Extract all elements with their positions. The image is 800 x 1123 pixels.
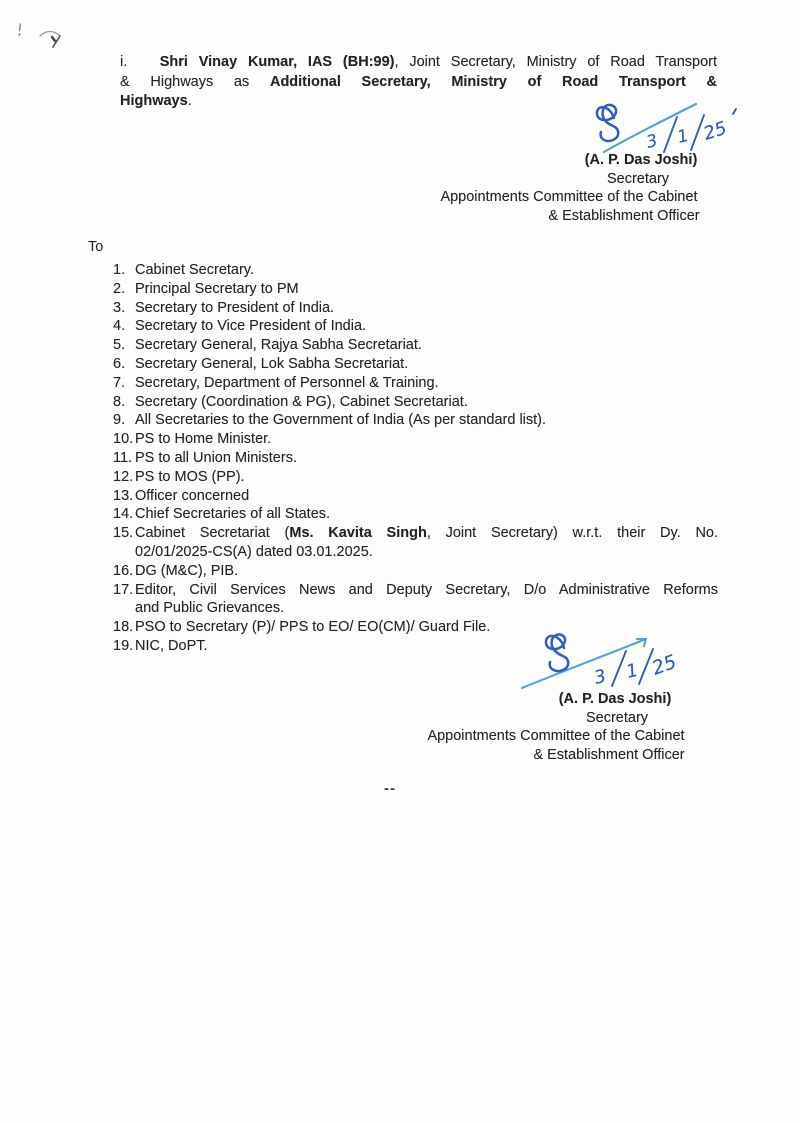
bold-text-segment: Additional Secretary, Ministry of Road Transport & xyxy=(269,73,718,90)
text-line xyxy=(135,393,718,412)
list-item-text xyxy=(135,430,718,449)
list-item xyxy=(113,393,718,412)
text-line xyxy=(135,505,718,524)
bold-text-segment: Shri Vinay Kumar, IAS (BH:99) xyxy=(159,54,395,70)
list-item-number: 13. xyxy=(113,487,134,504)
text-line xyxy=(120,73,717,93)
text-segment: Chief Secretaries of all States. xyxy=(135,506,331,523)
list-item xyxy=(113,374,718,393)
list-item-text xyxy=(135,524,718,562)
text-line xyxy=(135,317,718,336)
signatory-title: Secretary xyxy=(585,710,649,726)
list-item-text xyxy=(135,581,718,619)
signatory-name: (A. P. Das Joshi) xyxy=(584,152,698,168)
text-segment: Secretary General, Lok Sabha Secretariat. xyxy=(135,355,409,372)
text-segment: 02/01/2025-CS(A) dated 03.01.2025. xyxy=(135,543,373,560)
text-segment: Secretary General, Rajya Sabha Secretariat. xyxy=(135,337,422,354)
text-line xyxy=(135,487,718,506)
list-item-number: 9. xyxy=(113,412,126,429)
text-line xyxy=(135,355,718,374)
list-item xyxy=(113,336,718,355)
signature-date-part: 1 xyxy=(624,659,641,683)
text-segment: All Secretaries to the Government of India (As per standard list). xyxy=(135,412,547,429)
distribution-list xyxy=(113,261,718,656)
signature-block-bottom xyxy=(390,628,760,773)
list-item-text xyxy=(135,355,718,374)
to-label: To xyxy=(88,239,104,255)
list-item-number: 4. xyxy=(113,318,126,335)
text-segment: i. xyxy=(120,54,160,70)
end-mark: -- xyxy=(384,780,396,797)
text-line xyxy=(135,299,718,318)
list-item xyxy=(113,449,718,468)
signature-date-part: 3 xyxy=(644,130,660,153)
list-item xyxy=(113,505,718,524)
text-line xyxy=(135,336,718,355)
signature-date-part: 25 xyxy=(701,117,730,145)
text-line xyxy=(135,280,718,299)
bold-text-segment: Ms. Kavita Singh xyxy=(289,525,427,542)
signature-date-part: 1 xyxy=(675,125,691,148)
text-segment: Cabinet Secretariat ( xyxy=(135,525,290,542)
list-item-number: 19. xyxy=(113,637,134,654)
list-item xyxy=(113,581,718,619)
text-line xyxy=(135,599,718,618)
list-item-text xyxy=(135,411,718,430)
text-segment: Secretary (Coordination & PG), Cabinet Secretariat. xyxy=(135,393,468,410)
text-line xyxy=(135,562,718,581)
list-item-number: 5. xyxy=(113,337,126,354)
list-item-text xyxy=(135,468,718,487)
text-segment: Cabinet Secretary. xyxy=(135,262,255,278)
list-item-text xyxy=(135,562,718,581)
text-line xyxy=(135,524,718,543)
list-item xyxy=(113,468,718,487)
text-segment: and Public Grievances. xyxy=(135,600,285,617)
list-item-text xyxy=(135,449,718,468)
list-item-number: 18. xyxy=(113,619,134,636)
list-item xyxy=(113,355,718,374)
list-item-number: 14. xyxy=(113,506,134,523)
text-segment: NIC, DoPT. xyxy=(135,637,208,654)
signature-icon xyxy=(590,100,745,160)
list-item-number: 15. xyxy=(113,525,134,542)
list-item-number: 10. xyxy=(113,431,134,448)
list-item-number: 12. xyxy=(113,468,134,485)
signature-icon xyxy=(516,630,696,694)
signatory-org-line2: & Establishment Officer xyxy=(548,208,700,224)
list-item-number: 1. xyxy=(113,262,126,278)
text-segment: . xyxy=(187,93,192,110)
list-item xyxy=(113,261,718,280)
text-segment: PS to MOS (PP). xyxy=(135,468,245,485)
list-item-text xyxy=(135,393,718,412)
signature-date-part: 3 xyxy=(592,665,609,689)
text-line xyxy=(135,430,718,449)
list-item-number: 6. xyxy=(113,355,126,372)
stray-mark-icon xyxy=(15,22,25,38)
signatory-name: (A. P. Das Joshi) xyxy=(558,691,672,707)
text-segment: PSO to Secretary (P)/ PPS to EO/ EO(CM)/ Guard File. xyxy=(135,619,491,636)
text-line xyxy=(135,581,718,600)
list-item xyxy=(113,317,718,336)
list-item-text xyxy=(135,317,718,336)
text-segment: Principal Secretary to PM xyxy=(135,280,299,297)
text-line xyxy=(135,543,718,562)
text-line xyxy=(135,468,718,487)
list-item xyxy=(113,562,718,581)
text-line xyxy=(135,374,718,393)
signatory-org-line1: Appointments Committee of the Cabinet xyxy=(440,189,698,205)
stray-mark-icon xyxy=(39,27,67,51)
text-segment: PS to Home Minister. xyxy=(135,431,272,448)
bold-text-segment: Highways xyxy=(120,93,188,110)
text-line xyxy=(135,449,718,468)
text-segment: Editor, Civil Services News and Deputy Secretary, D/o Administrative Reforms xyxy=(135,581,718,598)
list-item xyxy=(113,411,718,430)
list-item-text xyxy=(135,374,718,393)
text-segment: Officer concerned xyxy=(135,487,250,504)
list-item-number: 11. xyxy=(113,449,133,466)
list-item-text xyxy=(135,261,718,280)
list-item-text xyxy=(135,299,718,318)
list-item-text xyxy=(135,505,718,524)
text-segment: DG (M&C), PIB. xyxy=(135,562,239,579)
list-item-number: 2. xyxy=(113,280,126,297)
signatory-org-line1: Appointments Committee of the Cabinet xyxy=(427,728,685,744)
text-segment: Secretary to President of India. xyxy=(135,299,335,316)
list-item xyxy=(113,487,718,506)
list-item xyxy=(113,524,718,562)
list-item-number: 7. xyxy=(113,374,126,391)
text-segment: Secretary to Vice President of India. xyxy=(135,318,367,335)
list-item-text xyxy=(135,336,718,355)
signatory-org-line2: & Establishment Officer xyxy=(533,747,685,763)
list-item xyxy=(113,430,718,449)
text-line xyxy=(135,261,718,280)
text-segment: PS to all Union Ministers. xyxy=(135,449,297,466)
list-item xyxy=(113,280,718,299)
list-item-text xyxy=(135,280,718,299)
list-item-number: 17. xyxy=(113,581,134,598)
text-segment: & Highways as xyxy=(120,73,270,90)
text-segment: , Joint Secretary, Ministry of Road Transport xyxy=(394,54,717,70)
list-item-number: 16. xyxy=(113,562,134,579)
list-item-text xyxy=(135,487,718,506)
signature-block-top xyxy=(400,100,760,235)
signatory-title: Secretary xyxy=(606,171,670,187)
text-segment: Secretary, Department of Personnel & Training. xyxy=(135,374,439,391)
text-segment: , Joint Secretary) w.r.t. their Dy. No. xyxy=(426,525,719,542)
signature-date-part: 25 xyxy=(649,650,680,680)
list-item xyxy=(113,299,718,318)
text-line xyxy=(120,53,717,73)
text-line xyxy=(135,411,718,430)
list-item-number: 3. xyxy=(113,299,126,316)
list-item-number: 8. xyxy=(113,393,126,410)
